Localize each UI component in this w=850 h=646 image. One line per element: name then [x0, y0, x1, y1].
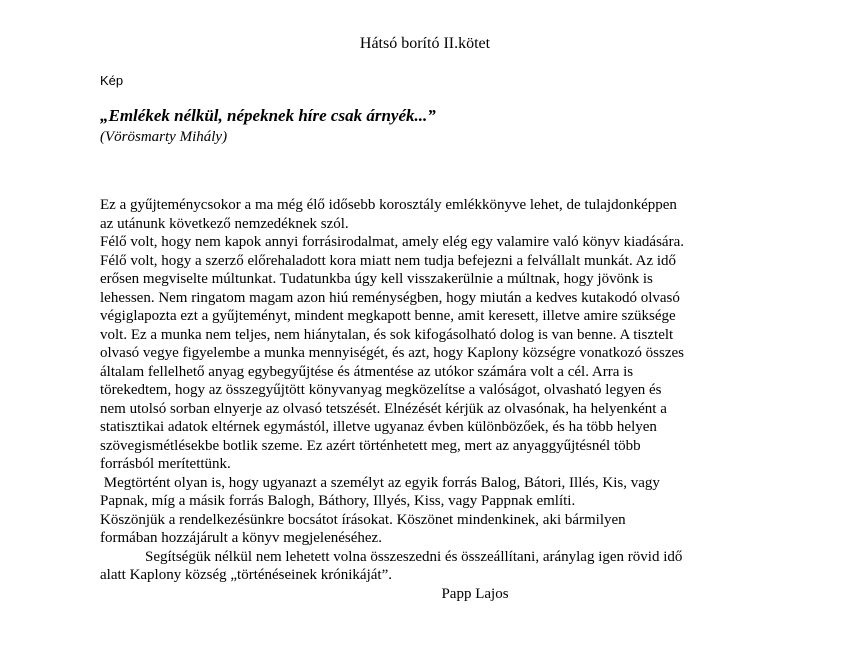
- quote-author: (Vörösmarty Mihály): [100, 129, 228, 145]
- body-line: Félő volt, hogy nem kapok annyi forrásirodalmat, amely elég egy valamire való könyv kiadására.: [100, 234, 684, 250]
- body-line: Félő volt, hogy a szerző előrehaladott kora miatt nem tudja befejezni a felvállalt munkát. Az idő: [100, 252, 677, 269]
- body-line: nem utolsó sorban elnyerje az olvasó tetszését. Elnézését kérjük az olvasónak, ha helyenként a: [100, 400, 667, 417]
- body-line: végiglapozta ezt a gyűjteményt, mindent megkapott benne, amit keresett, illetve amire szüksége: [100, 308, 676, 324]
- body-line: statisztikai adatok eltérnek egymástól, illetve ugyanaz évben különbözőek, és ha több helyen: [100, 419, 657, 435]
- body-line: Segítségük nélkül nem lehetett volna összeszedni és összeállítani, aránylag igen rövid idő: [100, 548, 683, 565]
- body-line: Köszönjük a rendelkezésünkre bocsátot írásokat. Köszönet mindenkinek, aki bármilyen: [100, 511, 626, 528]
- quote-text: „Emlékek nélkül, népeknek híre csak árnyék...”: [100, 106, 436, 125]
- body-line: lehessen. Nem ringatom magam azon hiú reménységben, hogy miután a kedves kutakodó olvasó: [100, 289, 680, 306]
- body-line: Papnak, míg a másik forrás Balogh, Báthory, Illyés, Kiss, vagy Pappnak említi.: [100, 493, 576, 509]
- body-line: forrásból merítettünk.: [100, 456, 231, 472]
- body-line: törekedtem, hogy az összegyűjtött könyvanyag megközelítse a valóságot, olvasható legyen és: [100, 382, 662, 398]
- body-line: volt. Ez a munka nem teljes, nem hiánytalan, és sok kifogásolható dolog is van benne. A tisztelt: [100, 326, 674, 343]
- body-line: formában hozzájárult a könyv megjelenéséhez.: [100, 530, 382, 546]
- body-line: olvasó vegye figyelembe a munka mennyiségét, és azt, hogy Kaplony községre vonatkozó összes: [100, 345, 684, 361]
- page-title: Hátsó borító II.kötet: [359, 35, 491, 52]
- body-line: szövegismétlésekbe botlik szeme. Ez azért történhetett meg, mert az anyaggyűjtésnél több: [100, 437, 641, 454]
- signature: Papp Lajos: [441, 585, 509, 602]
- body-line: az utánunk következő nemzedéknek szól.: [100, 215, 349, 232]
- body-line: erősen megviselte múltunkat. Tudatunkba úgy kell visszakerülnie a múltnak, hogy jövönk is: [100, 271, 653, 287]
- body-line: általam fellelhető anyag egybegyűjtése és átmentése az utókor számára volt a cél. Arra is: [100, 363, 634, 380]
- image-label: Kép: [100, 73, 124, 88]
- body-line: alatt Kaplony község „történéseinek krónikáját”.: [100, 567, 392, 583]
- body-line: Megtörtént olyan is, hogy ugyanazt a személyt az egyik forrás Balog, Bátori, Illés, Kis, vagy: [100, 474, 660, 491]
- body-text: [100, 196, 760, 603]
- body-line: Ez a gyűjteménycsokor a ma még élő idősebb korosztály emlékkönyve lehet, de tulajdonképpen: [100, 197, 677, 213]
